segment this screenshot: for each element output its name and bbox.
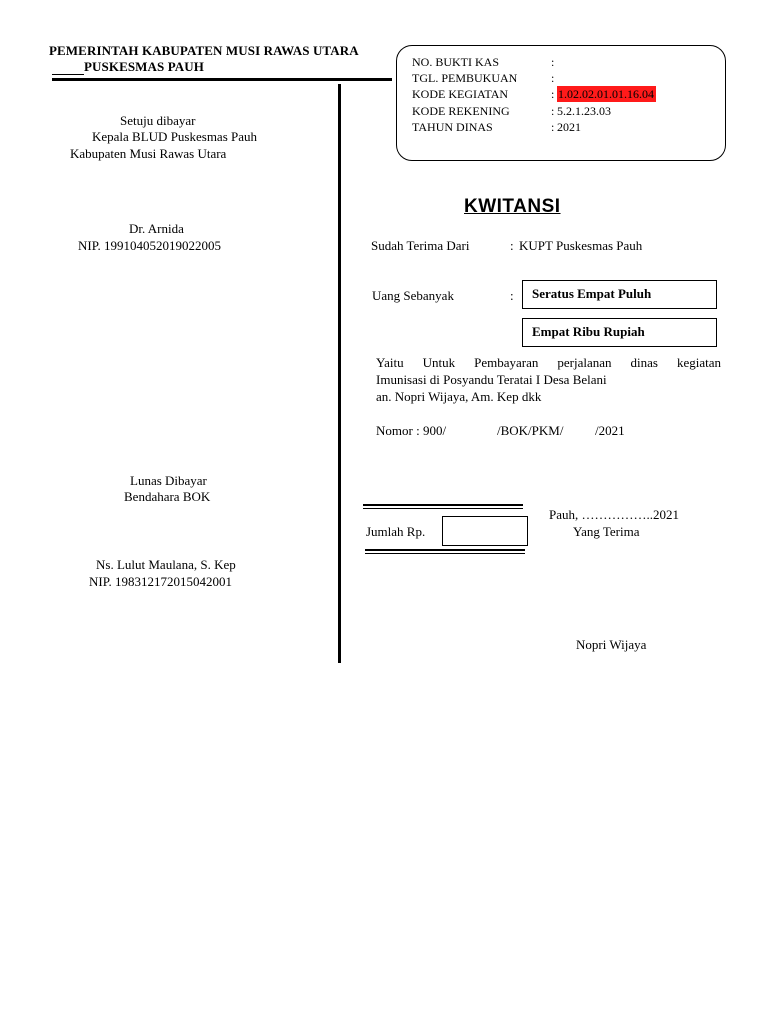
amount-label: Uang Sebanyak	[372, 288, 454, 303]
info-label-tahun-dinas: TAHUN DINAS	[412, 120, 493, 134]
approve-position: Kepala BLUD Puskesmas Pauh	[92, 129, 258, 144]
info-label-kode-kegiatan: KODE KEGIATAN	[412, 87, 509, 101]
total-label: Jumlah Rp.	[366, 524, 426, 539]
vertical-divider	[338, 84, 341, 663]
number-mid: /BOK/PKM/	[497, 423, 564, 438]
institution-header: PUSKESMAS PAUH	[84, 59, 204, 74]
approve-regency: Kabupaten Musi Rawas Utara	[70, 146, 227, 161]
total-rule-top	[363, 504, 523, 506]
treasurer-name: Ns. Lulut Maulana, S. Kep	[96, 557, 236, 572]
info-colon: :	[551, 55, 555, 69]
total-rule-bottom	[365, 549, 525, 551]
receiver-label: Yang Terima	[573, 524, 640, 539]
info-colon: :	[551, 87, 555, 101]
number-prefix: Nomor : 900/	[376, 423, 447, 438]
approve-label: Setuju dibayar	[120, 113, 196, 128]
info-label-tgl-pembukuan: TGL. PEMBUKUAN	[412, 71, 518, 85]
purpose-line-1: Yaitu Untuk Pembayaran perjalanan dinas kegiatan	[376, 355, 721, 370]
info-colon: :	[551, 120, 555, 134]
amount-words-line-2: Empat Ribu Rupiah	[522, 318, 717, 347]
info-label-no-bukti-kas: NO. BUKTI KAS	[412, 55, 499, 69]
treasurer-role: Bendahara BOK	[124, 489, 211, 504]
payment-purpose	[376, 354, 721, 405]
received-from-label: Sudah Terima Dari	[371, 238, 470, 253]
total-rule-top-thin	[363, 508, 523, 509]
total-amount-field	[442, 516, 528, 546]
info-value-tahun-dinas: 2021	[557, 120, 581, 134]
government-header: PEMERINTAH KABUPATEN MUSI RAWAS UTARA	[49, 43, 359, 58]
purpose-line-2: Imunisasi di Posyandu Teratai I Desa Belani	[376, 372, 607, 387]
receipt-title: KWITANSI	[464, 196, 561, 217]
info-label-kode-rekening: KODE REKENING	[412, 104, 510, 118]
approver-nip: NIP. 199104052019022005	[78, 238, 222, 253]
info-value-kode-rekening: 5.2.1.23.03	[557, 104, 611, 118]
total-rule-bottom-thin	[365, 553, 525, 554]
place-date: Pauh, ……………..2021	[549, 507, 679, 522]
purpose-line-3: an. Nopri Wijaya, Am. Kep dkk	[376, 389, 542, 404]
approver-name: Dr. Arnida	[129, 221, 184, 236]
info-colon: :	[551, 104, 555, 118]
header-rule	[52, 78, 392, 81]
received-from-colon: :	[510, 238, 514, 253]
receiver-name: Nopri Wijaya	[576, 637, 647, 652]
info-colon: :	[551, 71, 555, 85]
header-underline	[52, 74, 84, 75]
paid-label: Lunas Dibayar	[130, 473, 207, 488]
amount-words-line-1: Seratus Empat Puluh	[522, 280, 717, 309]
amount-colon: :	[510, 288, 514, 303]
info-value-kode-kegiatan: 1.02.02.01.01.16.04	[558, 87, 654, 101]
number-end: /2021	[595, 423, 625, 438]
treasurer-nip: NIP. 198312172015042001	[89, 574, 233, 589]
received-from-value: KUPT Puskesmas Pauh	[519, 238, 643, 253]
